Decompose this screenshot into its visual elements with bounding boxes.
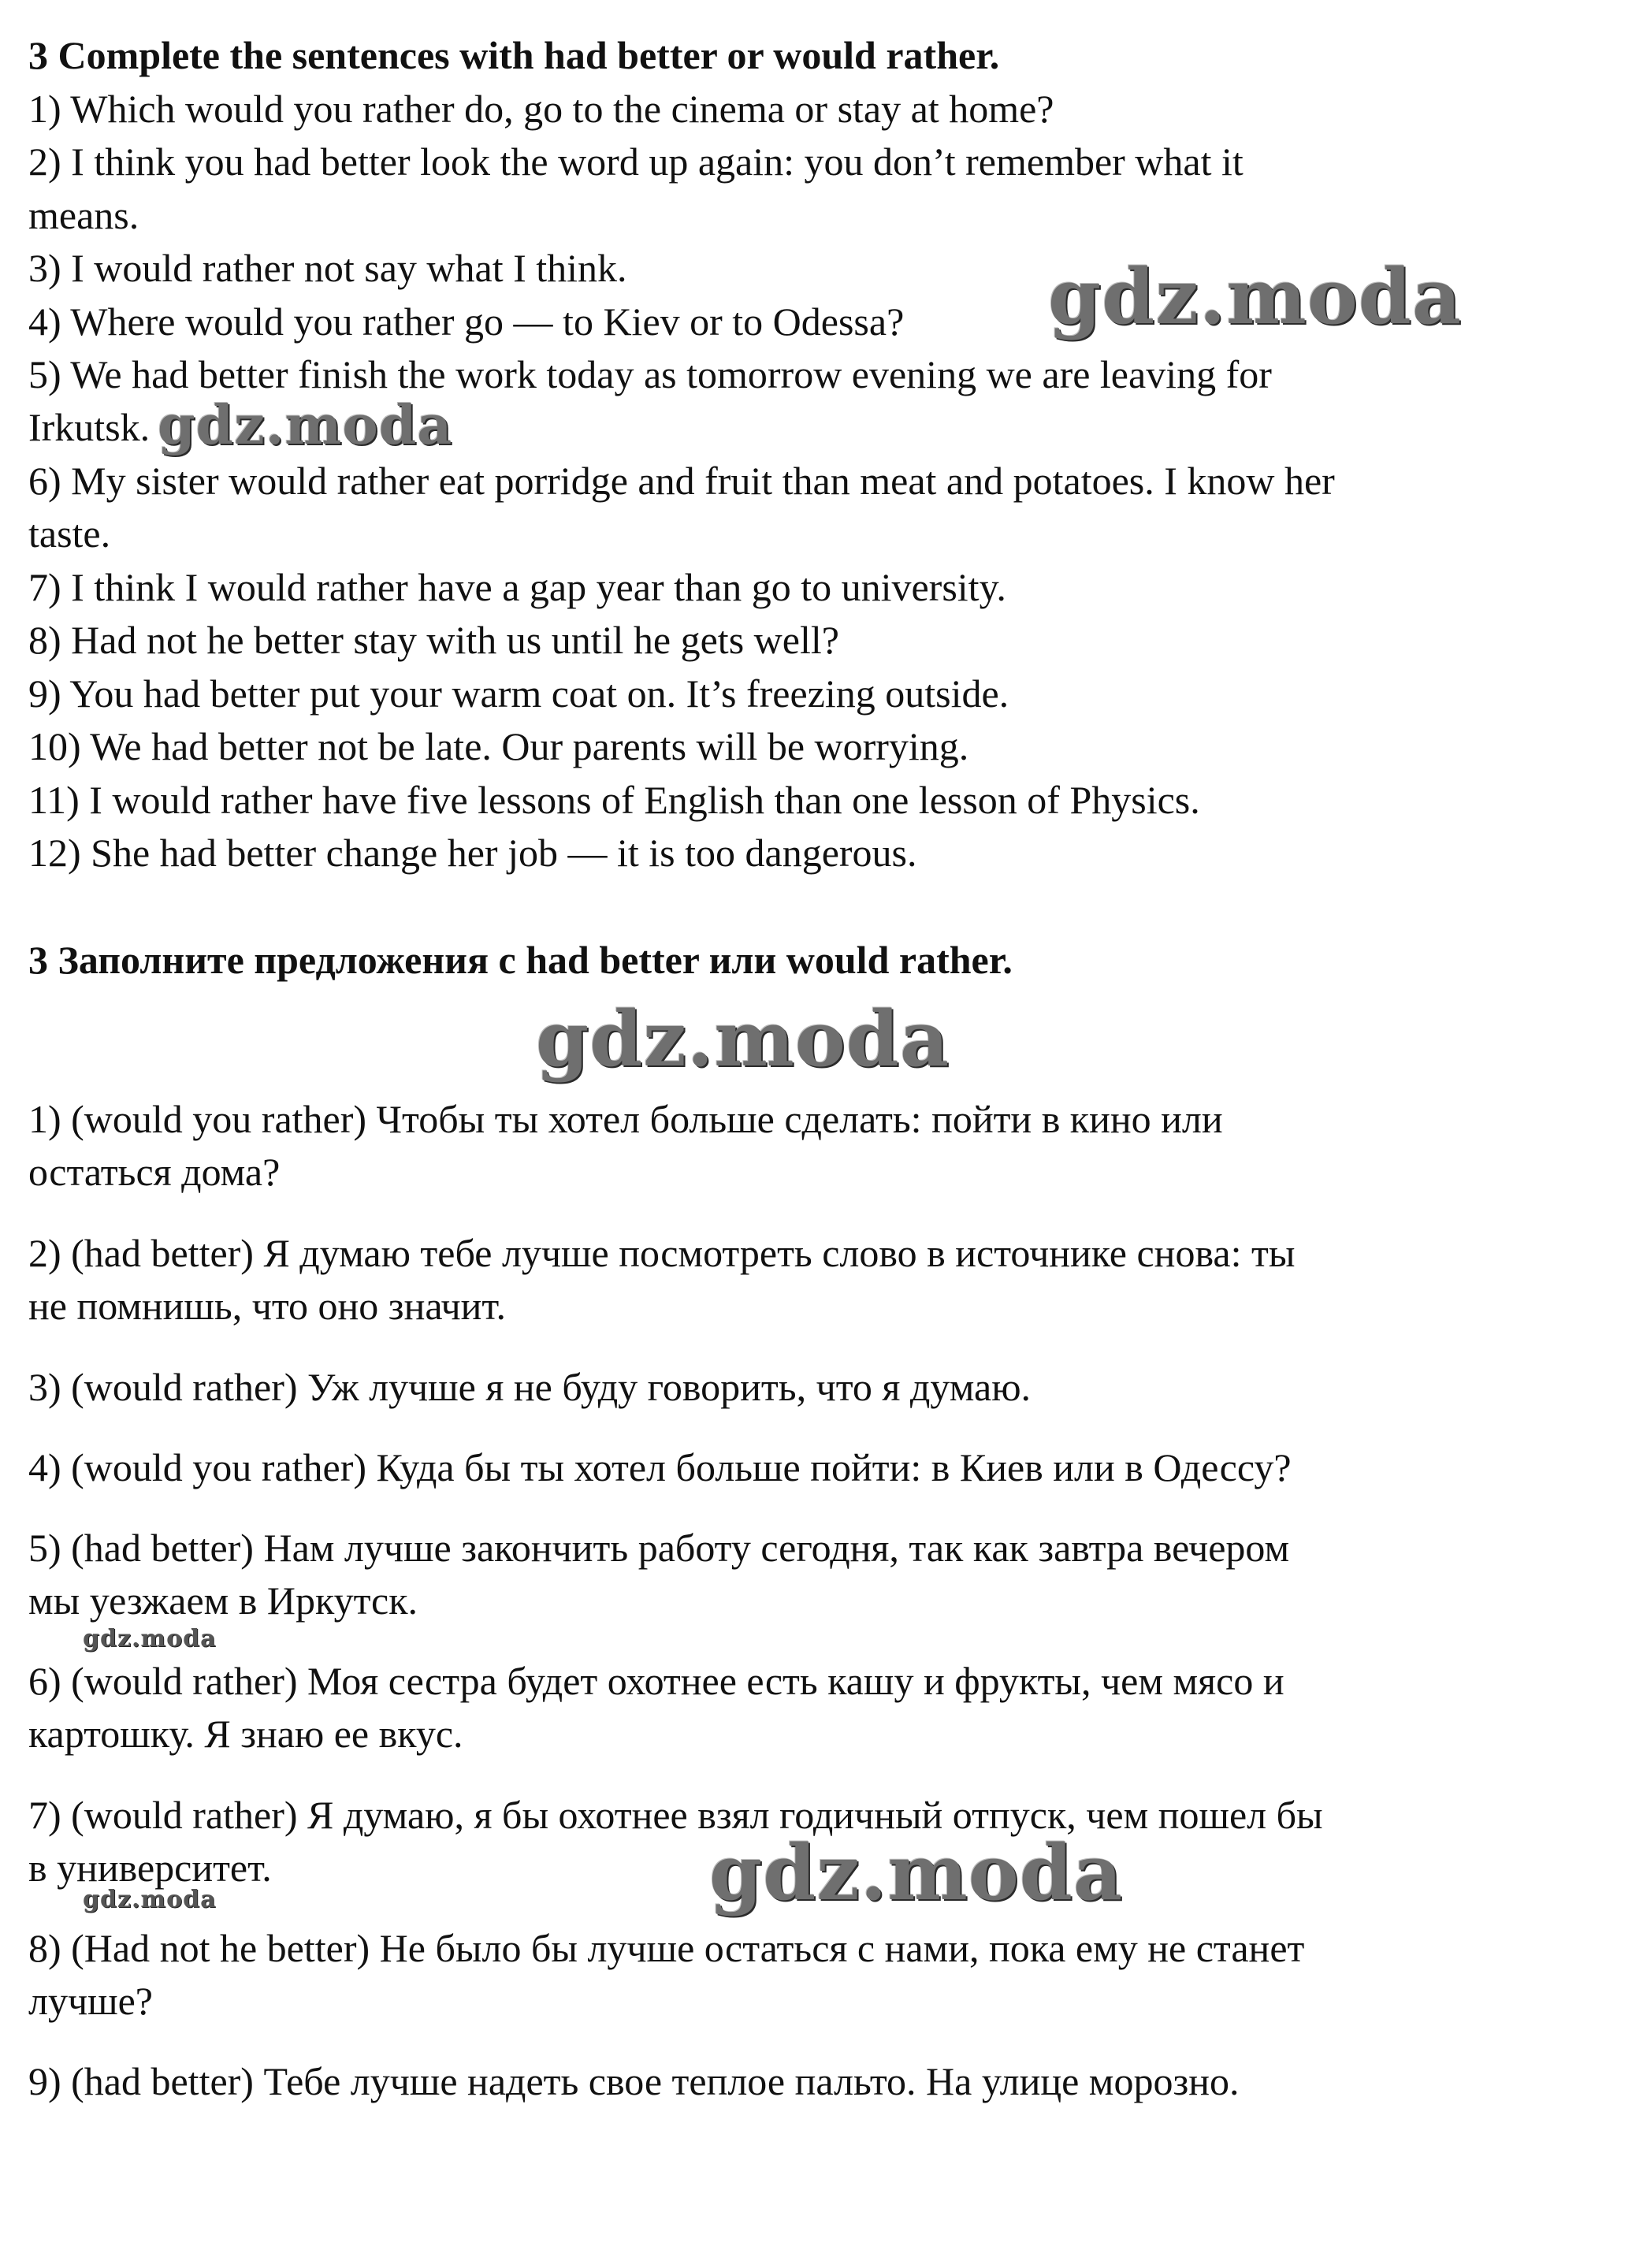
watermark-logo: gdz.moda [1048, 252, 1463, 341]
english-line: 4) Where would you rather go — to Kiev or to Odessa? [28, 299, 905, 344]
english-line: 9) You had better put your warm coat on. It’s freezing outside. [28, 671, 1009, 716]
english-line: 1) Which would you rather do, go to the cinema or stay at home? [28, 87, 1054, 131]
english-line: 5) We had better finish the work today as tomorrow evening we are leaving for [28, 352, 1272, 396]
russian-line: не помнишь, что оно значит. [28, 1284, 507, 1328]
english-line: 8) Had not he better stay with us until he gets well? [28, 618, 839, 662]
english-line: 3) I would rather not say what I think. [28, 246, 627, 290]
russian-line: 6) (would rather) Моя сестра будет охотнее есть кашу и фрукты, чем мясо и [28, 1659, 1284, 1703]
english-line: Irkutsk. [28, 405, 151, 449]
russian-line: картошку. Я знаю ее вкус. [28, 1712, 463, 1756]
english-line: 10) We had better not be late. Our parents will be worrying. [28, 724, 969, 768]
russian-line: 4) (would you rather) Куда бы ты хотел больше пойти: в Киев или в Одессу? [28, 1445, 1292, 1489]
watermark-logo: gdz.moda [709, 1828, 1124, 1917]
watermark-logo: gdz.moda [158, 394, 453, 457]
english-line: means. [28, 193, 139, 237]
russian-line: в университет. [28, 1846, 272, 1890]
russian-line: 9) (had better) Тебе лучше надеть свое теплое пальто. На улице морозно. [28, 2059, 1240, 2103]
watermark-logo: gdz.moda [83, 1625, 217, 1653]
russian-line: мы уезжаем в Иркутск. [28, 1578, 418, 1623]
watermark-logo: gdz.moda [83, 1886, 217, 1913]
english-line: 2) I think you had better look the word up again: you don’t remember what it [28, 139, 1244, 184]
english-line: taste. [28, 511, 111, 556]
english-line: 12) She had better change her job — it is too dangerous. [28, 831, 917, 875]
russian-line: лучше? [28, 1979, 153, 2023]
russian-line: 8) (Had not he better) Не было бы лучше остаться с нами, пока ему не станет [28, 1926, 1305, 1970]
english-line: 11) I would rather have five lessons of English than one lesson of Physics. [28, 778, 1200, 822]
russian-heading: 3 Заполните предложения с had better или would rather. [28, 938, 1013, 982]
russian-line: 3) (would rather) Уж лучше я не буду говорить, что я думаю. [28, 1365, 1032, 1409]
russian-line: 5) (had better) Нам лучше закончить работу сегодня, так как завтра вечером [28, 1526, 1290, 1570]
russian-line: 2) (had better) Я думаю тебе лучше посмотреть слово в источнике снова: ты [28, 1231, 1296, 1275]
russian-line: 7) (would rather) Я думаю, я бы охотнее взял годичный отпуск, чем пошел бы [28, 1793, 1323, 1837]
watermark-logo: gdz.moda [536, 995, 950, 1084]
english-line: 7) I think I would rather have a gap year than go to university. [28, 565, 1006, 609]
english-heading: 3 Complete the sentences with had better or would rather. [28, 33, 1000, 77]
russian-line: остаться дома? [28, 1150, 281, 1194]
english-line: 6) My sister would rather eat porridge and fruit than meat and potatoes. I know her [28, 459, 1335, 503]
russian-line: 1) (would you rather) Чтобы ты хотел больше сделать: пойти в кино или [28, 1097, 1223, 1141]
